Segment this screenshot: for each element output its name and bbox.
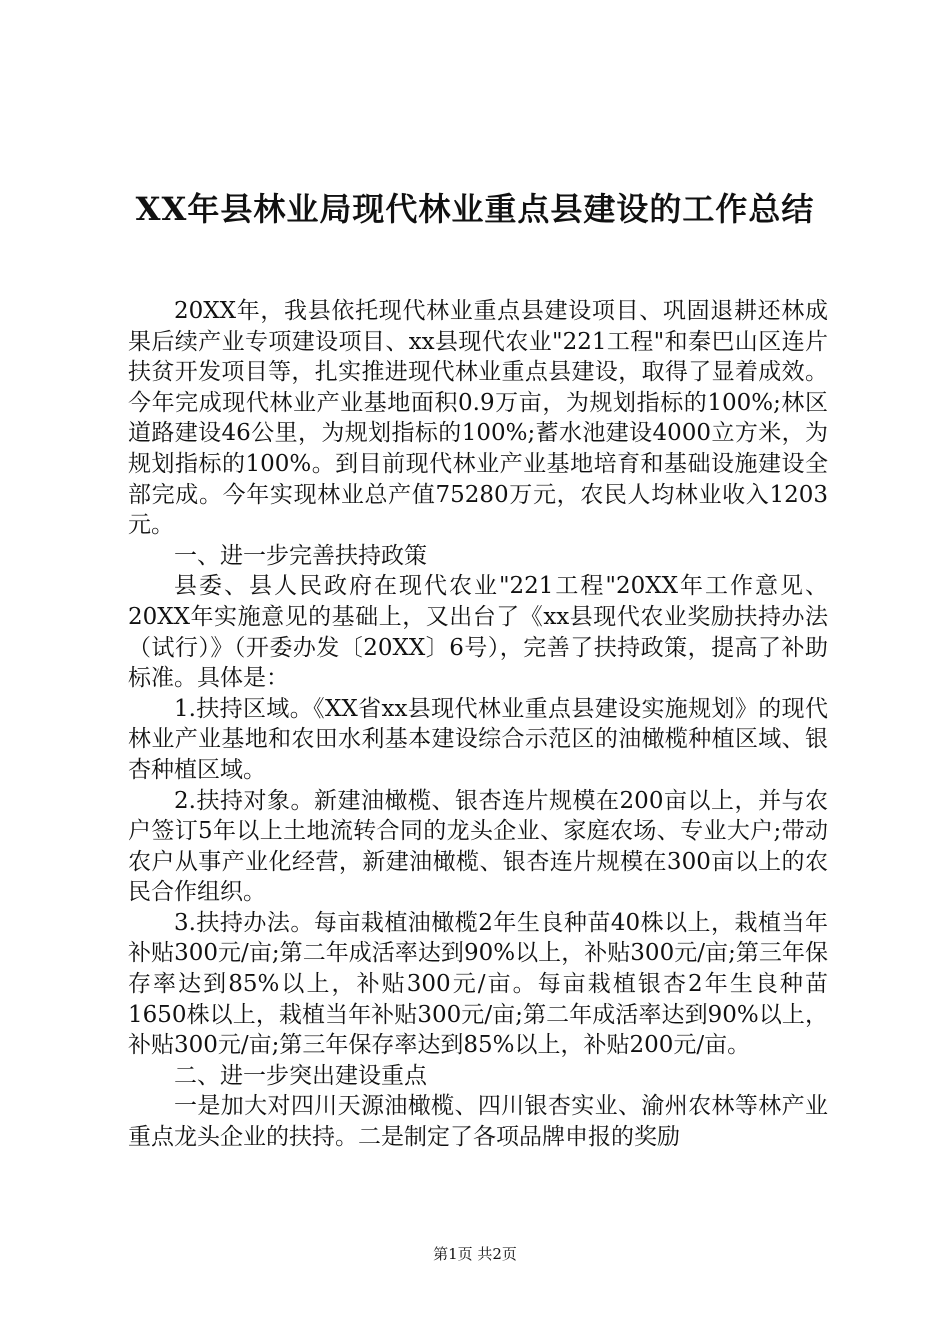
document-body: [128, 296, 828, 1153]
section-heading-2: 二、进一步突出建设重点: [174, 1062, 427, 1089]
paragraph-support-area: 1.扶持区域。《XX省xx县现代林业重点县建设实施规划》的现代林业产业基地和农田水利基本建设综合示范区的油橄榄种植区域、银杏种植区域。: [128, 695, 828, 783]
section-heading-1: 一、进一步完善扶持政策: [174, 542, 427, 569]
paragraph-support-target: 2.扶持对象。新建油橄榄、银杏连片规模在200亩以上，并与农户签订5年以上土地流转合同的龙头企业、家庭农场、专业大户;带动农户从事产业化经营，新建油橄榄、银杏连片规模在300亩以上的农民合作组织。: [128, 787, 828, 906]
page-footer: 第1页 共2页: [433, 1245, 517, 1263]
document-title: XX年县林业局现代林业重点县建设的工作总结: [135, 190, 815, 228]
paragraph-intro: 20XX年，我县依托现代林业重点县建设项目、巩固退耕还林成果后续产业专项建设项目、xx县现代农业"221工程"和秦巴山区连片扶贫开发项目等，扎实推进现代林业重点县建设，取得了显着成效。今年完成现代林业产业基地面积0.9万亩，为规划指标的100%;林区道路建设46公里，为规划指标的100%;蓄水池建设4000立方米，为规划指标的100%。到目前现代林业产业基地培育和基础设施建设全部完成。今年实现林业总产值75280万元，农民人均林业收入1203元。: [128, 298, 828, 539]
paragraph-key-points: 一是加大对四川天源油橄榄、四川银杏实业、渝州农林等林产业重点龙头企业的扶持。二是制定了各项品牌申报的奖励: [128, 1093, 828, 1151]
paragraph-policy: 县委、县人民政府在现代农业"221工程"20XX年工作意见、20XX年实施意见的基础上，又出台了《xx县现代农业奖励扶持办法（试行）》（开委办发〔20XX〕6号），完善了扶持政策，提高了补助标准。具体是：: [128, 573, 828, 692]
paragraph-support-method: 3.扶持办法。每亩栽植油橄榄2年生良种苗40株以上，栽植当年补贴300元/亩;第二年成活率达到90%以上，补贴300元/亩;第三年保存率达到85%以上，补贴300元/亩。每亩栽植银杏2年生良种苗1650株以上，栽植当年补贴300元/亩;第二年成活率达到90%以上，补贴300元/亩;第三年保存率达到85%以上，补贴200元/亩。: [128, 909, 828, 1059]
